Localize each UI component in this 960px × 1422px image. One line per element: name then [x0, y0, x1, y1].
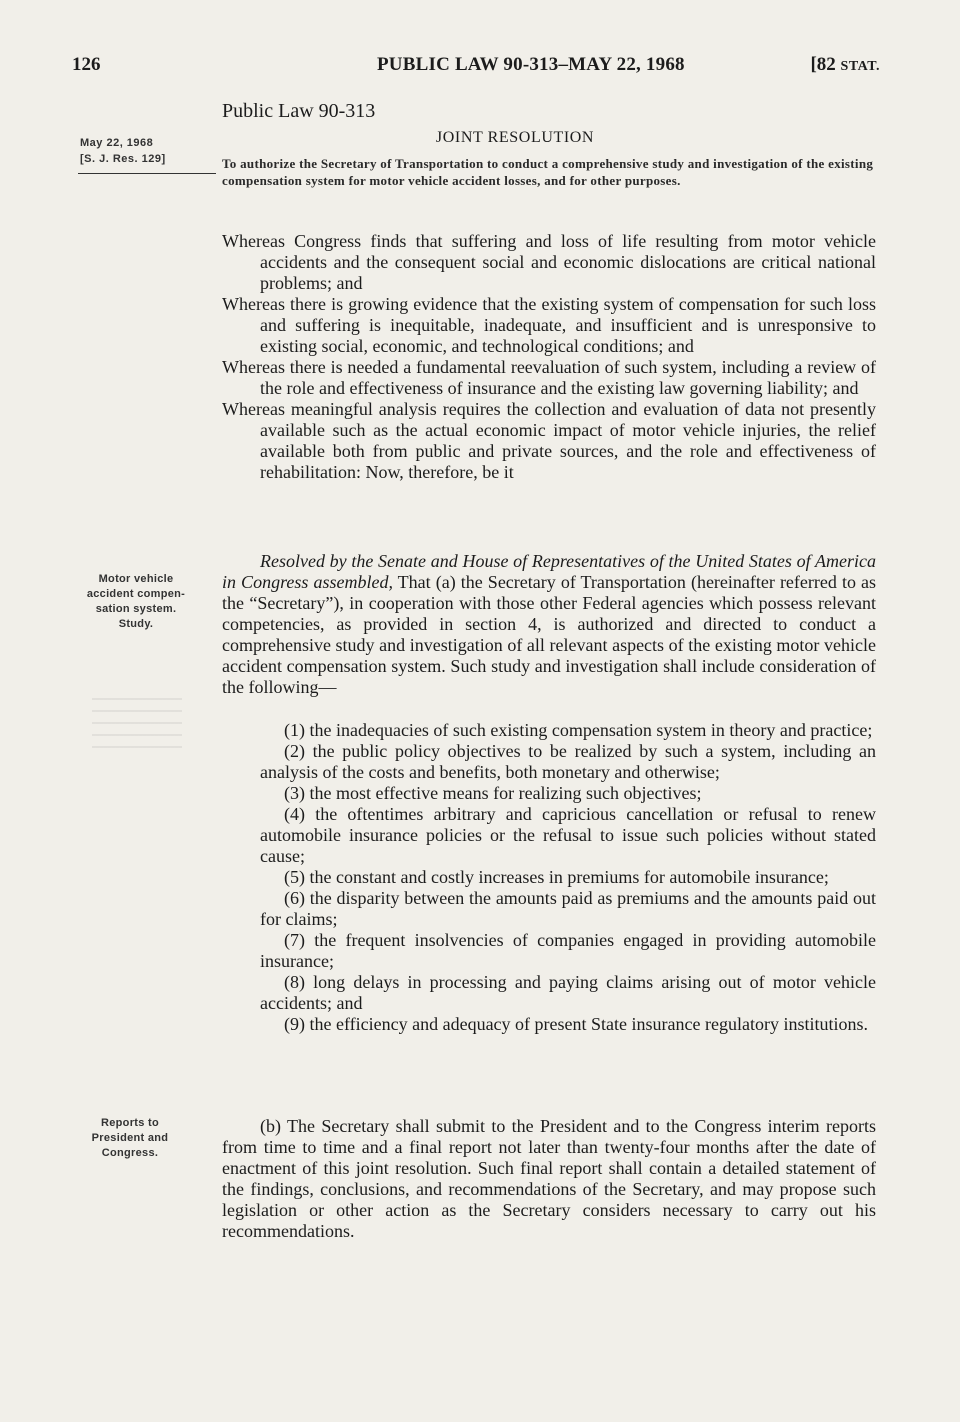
statute-label: STAT. — [840, 59, 880, 74]
consideration-list — [222, 720, 876, 1035]
enactment-date-note — [80, 135, 166, 167]
resolved-section — [222, 551, 876, 698]
bleed-through-texture — [92, 698, 182, 758]
running-title: PUBLIC LAW 90-313–MAY 22, 1968 — [377, 54, 685, 75]
whereas-clause: Whereas meaningful analysis requires the collection and evaluation of data not presently available such as the actual economic impact of motor vehicle injuries, the relief available both from public and private sources, and the role and effectiveness of rehabilitation: Now, therefore, be it — [222, 399, 876, 482]
margin-note-line: Motor vehicle — [98, 573, 174, 585]
margin-note-reports — [60, 1116, 200, 1161]
subsection-b — [222, 1116, 876, 1242]
margin-note-line: Study. — [118, 618, 154, 630]
list-item: (9) the efficiency and adequacy of present State insurance regulatory institutions. — [284, 1014, 868, 1034]
subsection-b-text: (b) The Secretary shall submit to the President and to the Congress interim reports from time to time and a final report not later than twenty-four months after the date of enactment of this joint resolution. Such final report shall contain a detailed statement of the findings, conclusions, and recommendations of the Secretary, and may propose such legislation or other action as the Secretary considers necessary to carry out his recommendations. — [222, 1116, 876, 1241]
resolved-paragraph — [222, 551, 876, 698]
whereas-clause: Whereas there is needed a fundamental reevaluation of such system, including a review of the role and effectiveness of insurance and the existing law governing liability; and — [222, 357, 876, 398]
margin-rule — [78, 173, 216, 174]
whereas-clause: Whereas Congress finds that suffering and loss of life resulting from motor vehicle accidents and the consequent social and economic dislocations are critical national problems; and — [222, 231, 876, 293]
list-item: (5) the constant and costly increases in premiums for automobile insurance; — [284, 867, 829, 887]
list-item: (1) the inadequacies of such existing compensation system in theory and practice; — [284, 720, 873, 740]
list-item: (2) the public policy objectives to be realized by such a system, including an analysis of the costs and benefits, both monetary and otherwise; — [260, 741, 876, 782]
list-item: (4) the oftentimes arbitrary and capricious cancellation or refusal to renew automobile insurance policies or the refusal to issue such policies without stated cause; — [260, 804, 876, 866]
whereas-clause: Whereas there is growing evidence that the existing system of compensation for such loss and suffering is inequitable, inadequate, and insufficient and is unresponsive to existing social, economic, and technological conditions; and — [222, 294, 876, 356]
page-number: 126 — [72, 54, 101, 75]
margin-note-line: Reports to — [101, 1117, 159, 1129]
list-item: (8) long delays in processing and paying claims arising out of motor vehicle accidents; and — [260, 972, 876, 1013]
list-item: (6) the disparity between the amounts paid as premiums and the amounts paid out for claims; — [260, 888, 876, 929]
margin-note-line: sation system. — [95, 603, 177, 615]
law-heading: Public Law 90-313 — [222, 100, 376, 122]
margin-note-line: President and — [91, 1132, 169, 1144]
enactment-date: May 22, 1968 — [80, 137, 154, 149]
resolved-text: That (a) the Secretary of Transportation (hereinafter referred to as the “Secretary”), in cooperation with those other Federal agencies which possess relevant competencies, as provided in section 4, is authorized and directed to conduct a comprehensive study and investigation of all relevant aspects of the existing motor vehicle accident compensation system. Such study and investigation shall include consideration of the following— — [222, 572, 876, 697]
whereas-clauses — [222, 231, 876, 483]
margin-note-motor-vehicle — [66, 572, 206, 632]
statute-prefix: [82 — [810, 54, 841, 75]
enacting-clause: Resolved by the Senate and House of Representatives of the United States of America in Congress assembled, — [222, 551, 876, 592]
list-item: (3) the most effective means for realizing such objectives; — [284, 783, 702, 803]
resolution-reference: [S. J. Res. 129] — [80, 153, 166, 165]
running-head — [72, 54, 880, 82]
margin-note-line: Congress. — [101, 1147, 159, 1159]
purpose-statement: To authorize the Secretary of Transportation to conduct a comprehensive study and investigation of the existing compensation system for motor vehicle accident losses, and for other purposes. — [222, 156, 874, 188]
joint-resolution-heading: JOINT RESOLUTION — [435, 129, 595, 146]
list-item: (7) the frequent insolvencies of companies engaged in providing automobile insurance; — [260, 930, 876, 971]
statute-reference — [810, 54, 880, 76]
margin-note-line: accident compen- — [86, 588, 186, 600]
